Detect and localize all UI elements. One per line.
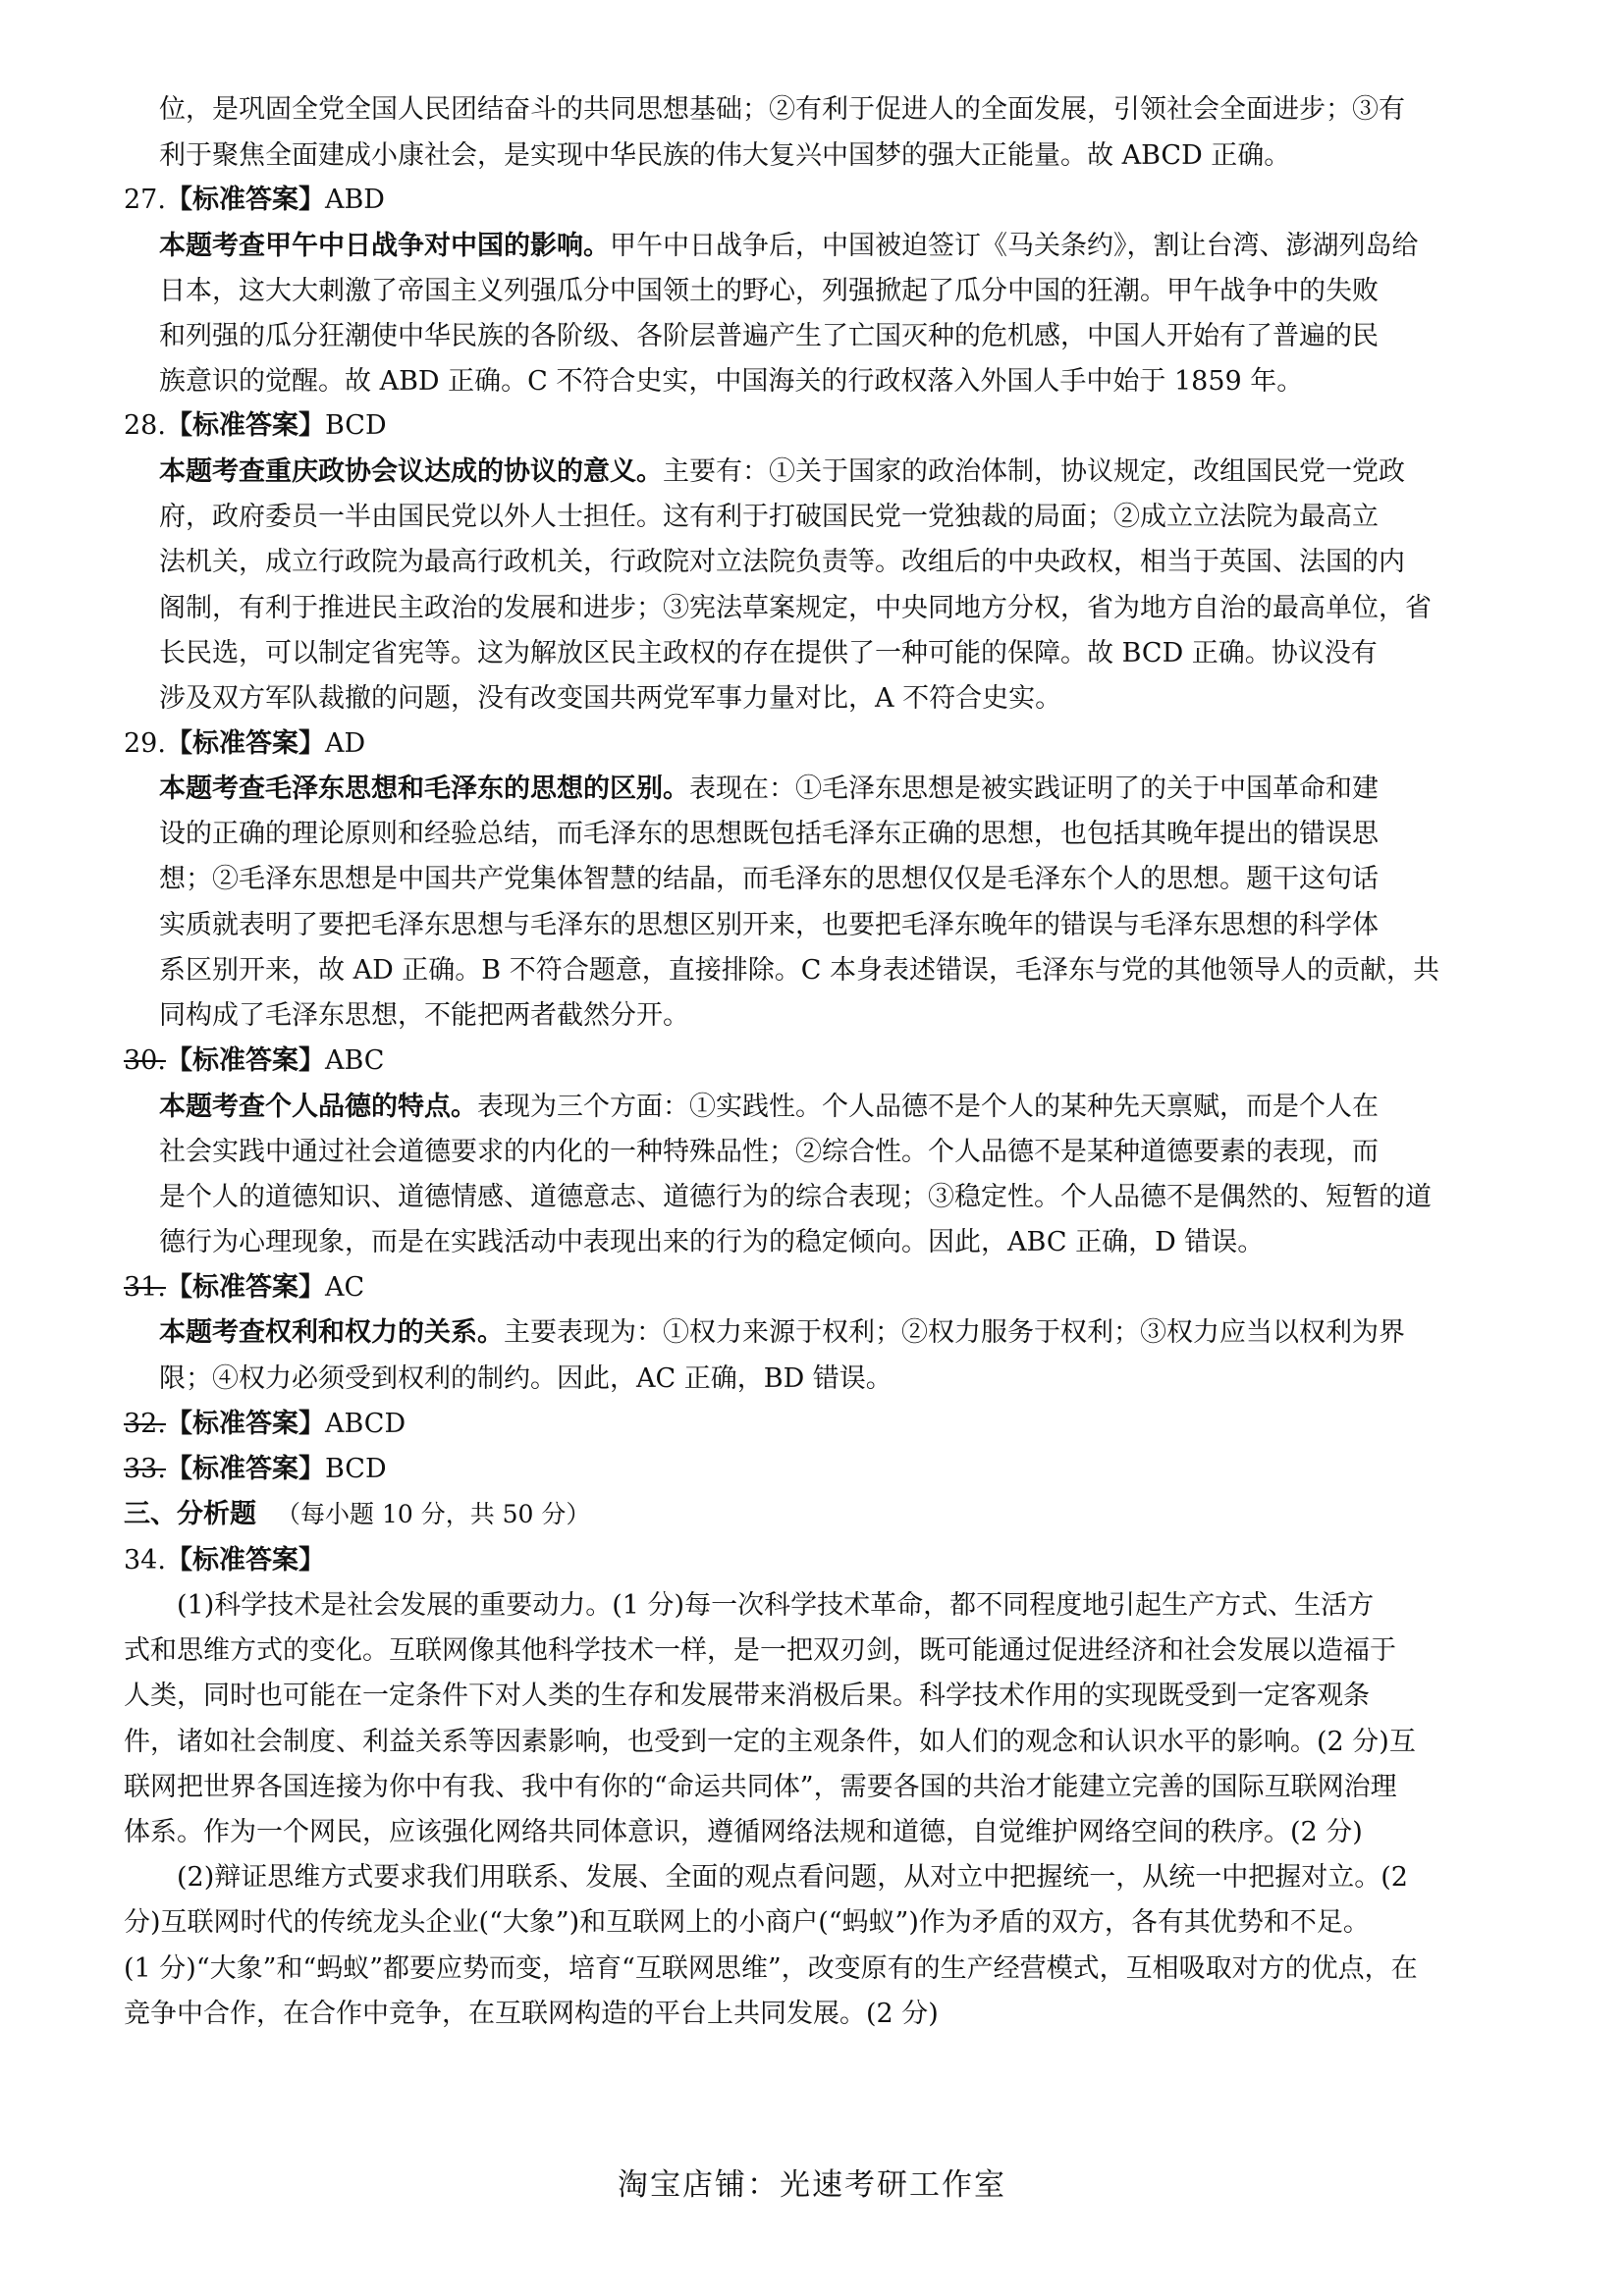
q28-line-4: 阁制，有利于推进民主政治的发展和进步；③宪法草案规定，中央同地方分权，省为地方自治的最高单位，省: [159, 593, 1432, 623]
q28-topic: 本题考查重庆政协会议达成的协议的意义。: [159, 456, 663, 487]
answer-value: BCD: [324, 1454, 387, 1484]
q30-line-3: 是个人的道德知识、道德情感、道德意志、道德行为的综合表现；③稳定性。个人品德不是偶然的、短暂的道: [159, 1182, 1432, 1212]
q27-line-2: 日本，这大大刺激了帝国主义列强瓜分中国领土的野心，列强掀起了瓜分中国的狂潮。甲午战争中的失败: [159, 276, 1379, 306]
q29-line-5: 系区别开来，故 AD 正确。B 不符合题意，直接排除。C 本身表述错误，毛泽东与党的其他领导人的贡献，共: [159, 955, 1439, 986]
question-number: 28.: [124, 410, 166, 441]
q34-part2-line-3: (1 分)“大象”和“蚂蚁”都要应势而变，培育“互联网思维”，改变原有的生产经营模式，互相吸取对方的优点，在: [124, 1953, 1418, 1984]
question-number: 29.: [124, 728, 166, 759]
footer-shop-name: 淘宝店铺：光速考研工作室: [618, 2167, 1006, 2203]
q34-part1-line-4: 件，诸如社会制度、利益关系等因素影响，也受到一定的主观条件，如人们的观念和认识水平的影响。(2 分)互: [124, 1727, 1416, 1757]
q28-line-3: 法机关，成立行政院为最高行政机关，行政院对立法院负责等。改组后的中央政权，相当于英国、法国的内: [159, 547, 1405, 577]
q27-text: 甲午中日战争后，中国被迫签订《马关条约》，割让台湾、澎湖列岛给: [610, 231, 1419, 261]
answer-tag: 【标准答案】: [165, 1272, 325, 1303]
q28-line-6: 涉及双方军队裁撤的问题，没有改变国共两党军事力量对比，A 不符合史实。: [159, 683, 1062, 714]
q26-continued-line-1: 位，是巩固全党全国人民团结奋斗的共同思想基础；②有利于促进人的全面发展，引领社会全面进步；③有: [159, 94, 1405, 125]
q27-line-1: [159, 229, 1419, 264]
q28-line-1: [159, 454, 1405, 490]
answer-tag: 【标准答案】: [165, 1454, 325, 1484]
answer-value: AD: [324, 728, 366, 759]
q34-part1-line-3: 人类，同时也可能在一定条件下对人类的生存和发展带来消极后果。科学技术作用的实现既受到一定客观条: [124, 1681, 1370, 1711]
q30-text: 表现为三个方面：①实践性。个人品德不是个人的某种先天禀赋，而是个人在: [477, 1092, 1379, 1122]
q27-line-4: 族意识的觉醒。故 ABD 正确。C 不符合史实，中国海关的行政权落入外国人手中始于 1859 年。: [159, 366, 1304, 397]
q31-topic: 本题考查权利和权力的关系。: [159, 1317, 504, 1348]
q29-topic: 本题考查毛泽东思想和毛泽东的思想的区别。: [159, 774, 689, 804]
q30-header: [124, 1043, 384, 1079]
q28-line-5: 长民选，可以制定省宪等。这为解放区民主政权的存在提供了一种可能的保障。故 BCD 正确。协议没有: [159, 638, 1378, 668]
answer-value: BCD: [324, 410, 387, 441]
q29-line-3: 想；②毛泽东思想是中国共产党集体智慧的结晶，而毛泽东的思想仅仅是毛泽东个人的思想。题干这句话: [159, 864, 1379, 894]
section-note: （每小题 10 分，共 50 分）: [276, 1500, 591, 1528]
question-number: 34.: [124, 1545, 166, 1575]
q30-line-1: [159, 1090, 1379, 1125]
answer-tag: 【标准答案】: [165, 1045, 325, 1076]
q27-header: [124, 183, 385, 218]
q26-continued-line-2: 利于聚焦全面建成小康社会，是实现中华民族的伟大复兴中国梦的强大正能量。故 ABCD 正确。: [159, 140, 1291, 171]
answer-value: ABD: [324, 185, 385, 215]
q28-text: 主要有：①关于国家的政治体制，协议规定，改组国民党一党政: [663, 456, 1405, 487]
q31-header: [124, 1270, 364, 1306]
q34-part1-line-5: 联网把世界各国连接为你中有我、我中有你的“命运共同体”，需要各国的共治才能建立完善的国际互联网治理: [124, 1772, 1397, 1802]
q28-header: [124, 408, 387, 444]
q29-text: 表现在：①毛泽东思想是被实践证明了的关于中国革命和建: [689, 774, 1379, 804]
q34-part2-line-4: 竞争中合作，在合作中竞争，在互联网构造的平台上共同发展。(2 分): [124, 1999, 939, 2029]
answer-tag: 【标准答案】: [165, 185, 325, 215]
section-heading: [124, 1497, 590, 1532]
q31-line-1: [159, 1315, 1405, 1351]
q28-line-2: 府，政府委员一半由国民党以外人士担任。这有利于打破国民党一党独裁的局面；②成立立法院为最高立: [159, 502, 1379, 532]
answer-tag: 【标准答案】: [165, 1545, 325, 1575]
answer-tag: 【标准答案】: [165, 410, 325, 441]
q29-line-4: 实质就表明了要把毛泽东思想与毛泽东的思想区别开来，也要把毛泽东晚年的错误与毛泽东思想的科学体: [159, 910, 1379, 940]
question-number: 32.: [124, 1409, 166, 1439]
q29-line-1: [159, 772, 1379, 807]
answer-value: ABCD: [324, 1409, 406, 1439]
question-number: 30.: [124, 1045, 166, 1076]
q34-part1-line-2: 式和思维方式的变化。互联网像其他科学技术一样，是一把双刃剑，既可能通过促进经济和社会发展以造福于: [124, 1635, 1396, 1666]
q32-header: [124, 1407, 406, 1442]
answer-tag: 【标准答案】: [165, 1409, 325, 1439]
question-number: 27.: [124, 185, 166, 215]
q34-part1-line-6: 体系。作为一个网民，应该强化网络共同体意识，遵循网络法规和道德，自觉维护网络空间的秩序。(2 分): [124, 1817, 1363, 1847]
q29-line-2: 设的正确的理论原则和经验总结，而毛泽东的思想既包括毛泽东正确的思想，也包括其晚年提出的错误思: [159, 819, 1379, 849]
q30-topic: 本题考查个人品德的特点。: [159, 1092, 477, 1122]
question-number: 31.: [124, 1272, 166, 1303]
q34-header: [124, 1543, 325, 1578]
answer-value: ABC: [324, 1045, 385, 1076]
q33-header: [124, 1452, 387, 1487]
question-number: 33.: [124, 1454, 166, 1484]
q31-line-2: 限；④权力必须受到权利的制约。因此，AC 正确，BD 错误。: [159, 1363, 893, 1394]
q30-line-2: 社会实践中通过社会道德要求的内化的一种特殊品性；②综合性。个人品德不是某种道德要素的表现，而: [159, 1137, 1379, 1167]
q27-topic: 本题考查甲午中日战争对中国的影响。: [159, 231, 610, 261]
q34-part2-line-2: 分)互联网时代的传统龙头企业(“大象”)和互联网上的小商户(“蚂蚁”)作为矛盾的双方，各有其优势和不足。: [124, 1907, 1370, 1938]
q34-part2-line-1: (2)辩证思维方式要求我们用联系、发展、全面的观点看问题，从对立中把握统一，从统一中把握对立。(2: [177, 1862, 1408, 1893]
q29-line-6: 同构成了毛泽东思想，不能把两者截然分开。: [159, 1000, 689, 1031]
section-title: 三、分析题: [124, 1499, 256, 1529]
answer-value: AC: [324, 1272, 365, 1303]
q30-line-4: 德行为心理现象，而是在实践活动中表现出来的行为的稳定倾向。因此，ABC 正确，D 错误。: [159, 1227, 1265, 1257]
q34-part1-line-1: (1)科学技术是社会发展的重要动力。(1 分)每一次科学技术革命，都不同程度地引起生产方式、生活方: [177, 1590, 1375, 1621]
q27-line-3: 和列强的瓜分狂潮使中华民族的各阶级、各阶层普遍产生了亡国灭种的危机感，中国人开始有了普遍的民: [159, 321, 1379, 351]
q29-header: [124, 726, 365, 762]
answer-tag: 【标准答案】: [165, 728, 325, 759]
q31-text: 主要表现为：①权力来源于权利；②权力服务于权利；③权力应当以权利为界: [504, 1317, 1405, 1348]
